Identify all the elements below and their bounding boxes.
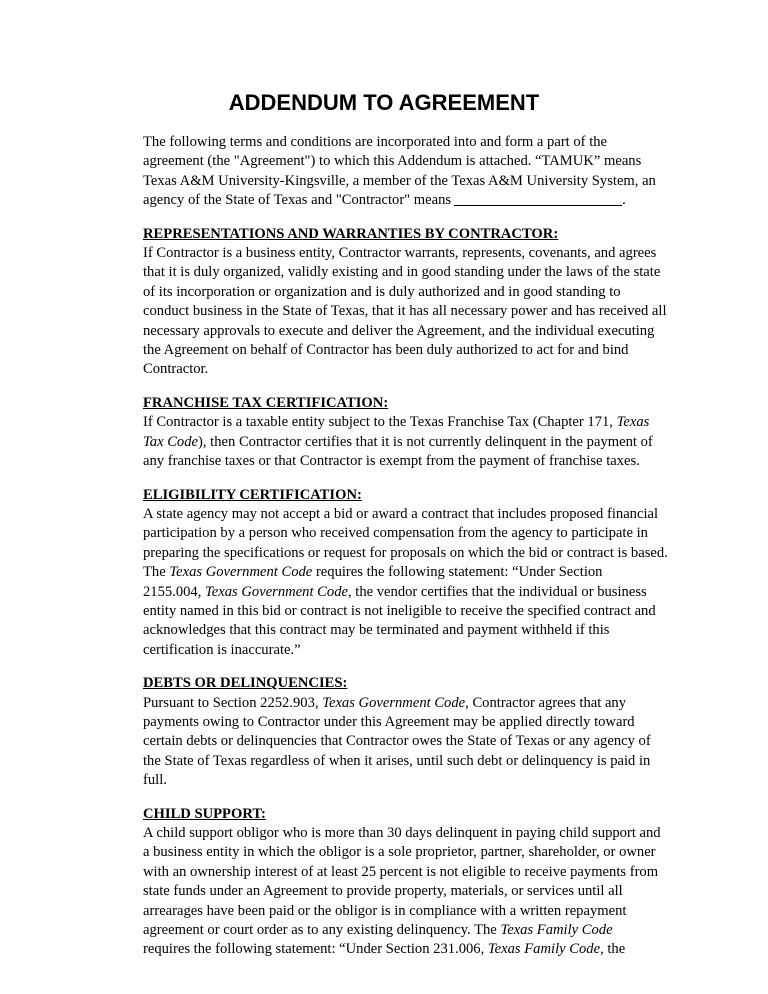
eligibility-line: A state agency may not accept a bid or award a contract that includes proposed financial [143, 505, 659, 522]
franchise-italic: Texas [616, 414, 650, 431]
intro-line-end: . [622, 192, 626, 209]
eligibility-line: participation by a person who received compensation from the agency to participate in [143, 525, 648, 542]
franchise-line: any franchise taxes or that Contractor is exempt from the payment of franchise taxes. [143, 453, 640, 470]
representations-line: the Agreement on behalf of Contractor has been duly authorized to act for and bind [143, 342, 629, 359]
child-support-text: requires the following statement: “Under Section 231.006, [143, 941, 488, 958]
child-support-line: A child support obligor who is more than 30 days delinquent in paying child support and [143, 825, 661, 841]
representations-line: Contractor. [143, 361, 209, 378]
intro-line: The following terms and conditions are incorporated into and form a part of the [143, 134, 608, 150]
debts-text: , Contractor agrees that any [465, 694, 627, 711]
debts-line: full. [143, 772, 167, 789]
representations-heading: REPRESENTATIONS AND WARRANTIES BY CONTRACTOR: [143, 225, 559, 242]
eligibility-text: The [143, 564, 170, 581]
eligibility-line: preparing the specifications or request for proposals on which the bid or contract is based. [143, 544, 668, 561]
representations-line: conduct business in the State of Texas, that it has all necessary power and has received all [143, 303, 667, 320]
debts-line: the State of Texas regardless of when it arises, until such debt or delinquency is paid in [143, 752, 651, 769]
child-support-line: a business entity in which the obligor is a sole proprietor, partner, shareholder, or owner [143, 844, 656, 861]
child-support-line [143, 940, 633, 959]
debts-line: payments owing to Contractor under this Agreement may be applied directly toward [143, 713, 635, 730]
eligibility-line: certification is inaccurate.” [143, 641, 301, 658]
intro-line: Texas A&M University-Kingsville, a member of the Texas A&M University System, an [143, 172, 656, 189]
eligibility-text: , the vendor certifies that the individual or business [347, 583, 647, 600]
franchise-line [143, 413, 650, 432]
representations-line: necessary approvals to execute and deliver the Agreement, and the individual executing [143, 322, 655, 339]
intro-line: agreement (the "Agreement") to which this Addendum is attached. “TAMUK” means [143, 153, 642, 170]
eligibility-section [143, 486, 668, 661]
child-support-line: with an ownership interest of at least 25 percent is not eligible to receive payments from [143, 863, 659, 880]
contractor-name-blank[interactable] [454, 191, 622, 206]
eligibility-heading: ELIGIBILITY CERTIFICATION: [143, 486, 362, 503]
intro-line-contractor [143, 191, 633, 210]
eligibility-italic: Texas Government Code [169, 564, 313, 581]
eligibility-line [143, 563, 633, 582]
representations-line: that it is duly organized, validly existing and in good standing under the laws of the state [143, 264, 661, 281]
child-support-heading: CHILD SUPPORT: [143, 805, 266, 822]
debts-section [143, 674, 651, 790]
intro-paragraph [143, 133, 656, 211]
debts-text: Pursuant to Section 2252.903, [143, 694, 323, 711]
document-body [143, 133, 668, 960]
representations-section [143, 225, 667, 380]
franchise-text: If Contractor is a taxable entity subject to the Texas Franchise Tax (Chapter 171, [143, 414, 617, 431]
representations-line: If Contractor is a business entity, Contractor warrants, represents, covenants, and agrees [143, 245, 657, 262]
debts-line [143, 694, 633, 713]
child-support-italic: Texas Family Code [487, 941, 601, 958]
franchise-line [143, 433, 653, 452]
debts-italic: Texas Government Code [322, 694, 466, 711]
debts-heading: DEBTS OR DELINQUENCIES: [143, 675, 348, 692]
eligibility-line [143, 583, 647, 602]
representations-line: of its incorporation or organization and is duly authorized and in good standing to [143, 283, 621, 300]
child-support-line: state funds under an Agreement to provide property, materials, or services until all [143, 883, 623, 900]
child-support-text: agreement or court order as to any existing delinquency. The [143, 922, 501, 939]
child-support-line: arrearages have been paid or the obligor is in compliance with a written repayment [143, 902, 627, 919]
eligibility-text: 2155.004, [143, 583, 206, 600]
child-support-italic: Texas Family Code [500, 922, 613, 939]
intro-line-text: agency of the State of Texas and "Contractor" means [143, 192, 452, 209]
franchise-text: ), then Contractor certifies that it is not currently delinquent in the payment of [198, 433, 653, 450]
franchise-italic: Tax Code [143, 433, 199, 450]
debts-line: certain debts or delinquencies that Contractor owes the State of Texas or any agency of [143, 733, 651, 750]
child-support-text: , the [600, 941, 626, 958]
franchise-section [143, 394, 653, 472]
eligibility-line: entity named in this bid or contract is not ineligible to receive the specified contract and [143, 602, 656, 619]
franchise-heading: FRANCHISE TAX CERTIFICATION: [143, 394, 389, 411]
document-title: ADDENDUM TO AGREEMENT [228, 90, 540, 115]
eligibility-text: requires the following statement: “Under Section [312, 564, 603, 581]
eligibility-line: acknowledges that this contract may be terminated and payment withheld if this [143, 622, 610, 639]
child-support-section [143, 805, 661, 960]
child-support-line [143, 921, 633, 940]
eligibility-italic: Texas Government Code [205, 583, 348, 600]
